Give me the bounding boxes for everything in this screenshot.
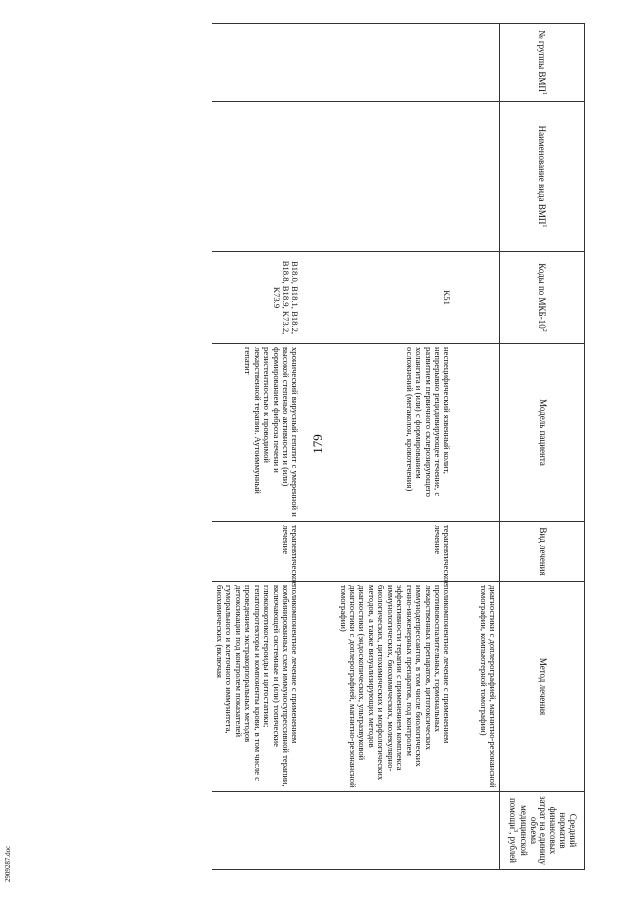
- cell-vmp-name: [302, 102, 454, 252]
- header-group-no: № группы ВМП$^1$: [500, 24, 585, 102]
- cell-treatment-type: терапевтическое лечение: [302, 522, 454, 582]
- header-avg-cost: Средний норматив финансовых затрат на единицу объема медицинской помощи$^3$, рублей: [500, 792, 585, 870]
- table-row: [454, 24, 500, 870]
- cell-icd-codes: [454, 252, 500, 344]
- cell-group-no: [454, 24, 500, 102]
- page-number: 179: [309, 434, 325, 454]
- cell-treatment-method: поликомпонентное лечение с применением комбинированных схем иммуносупрессивной терапии, включающей системные и (или) топические глюкокортикостероиды и цитостатики; гепатопротекторы и компоненты крови, в том числе с проведением экстракорпоральных методов детоксикации под контролем показателей гуморального и клеточного иммунитета, биохимических (включая: [212, 582, 301, 792]
- cell-vmp-name: [212, 102, 301, 252]
- cell-treatment-method: поликомпонентное лечение с применением противовоспалительных, гормональных лекарственных препаратов, цитотоксических иммунодепрессантов, в том числе биологических генно-инженерных препаратов, под контролем эффективности терапии с применением комплекса иммунологических, биохимических, молекулярно-биологических, цитохимических и морфологических методов, а также визуализирующих методов диагностики (эндоскопических, ультразвуковой диагностики с доплерографией, магнитно-резонансной томографии): [302, 582, 454, 792]
- header-treatment-type: Вид лечения: [500, 522, 585, 582]
- header-vmp-name: Наименование вида ВМП$^1$: [500, 102, 585, 252]
- cell-treatment-method: диагностики с доплерографией, магнитно-резонансной томографии, компьютерной томографии): [454, 582, 500, 792]
- table-row: [302, 24, 454, 870]
- cell-group-no: [212, 24, 301, 102]
- table-row: [212, 24, 301, 870]
- cell-patient-model: неспецифический язвенный колит, непрерывно рецидивирующее течение, с развитием первичного склерозирующего холангита и (или) с формированием осложнений (мегаколон, кровотечения): [302, 344, 454, 522]
- cell-avg-cost: [454, 792, 500, 870]
- cell-treatment-type: терапевтическое лечение: [212, 522, 301, 582]
- cell-icd-codes: B18.0, B18.1, B18.2, B18.8, B18.9, K73.2, K73.9: [212, 252, 301, 344]
- cell-icd-codes: K51: [302, 252, 454, 344]
- rotated-table-container: [75, 23, 585, 869]
- cell-avg-cost: [212, 792, 301, 870]
- cell-group-no: [302, 24, 454, 102]
- cell-patient-model: хронический вирусный гепатит с умеренной и высокой степенью активности и (или) формированием фиброза печени и резистентностью к проводимой лекарственной терапии. Аутоиммунный гепатит: [212, 344, 301, 522]
- vmp-table: [212, 23, 585, 870]
- document-reference: 2909287.doc: [4, 845, 13, 883]
- cell-treatment-type: [454, 522, 500, 582]
- cell-vmp-name: [454, 102, 500, 252]
- header-icd-codes: Коды по МКБ-$10^2$: [500, 252, 585, 344]
- cell-avg-cost: [302, 792, 454, 870]
- header-treatment-method: Метод лечения: [500, 582, 585, 792]
- table-header-row: [500, 24, 585, 870]
- cell-patient-model: [454, 344, 500, 522]
- header-patient-model: Модель пациента: [500, 344, 585, 522]
